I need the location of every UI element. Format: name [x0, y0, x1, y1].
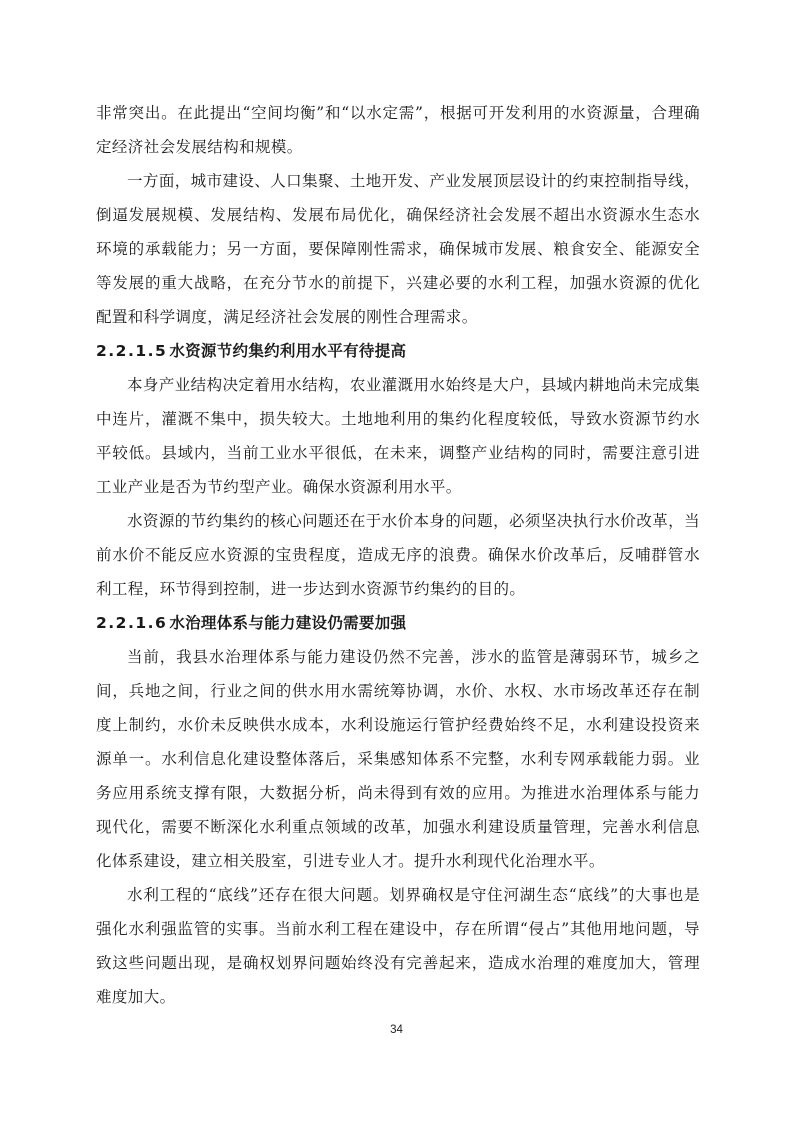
paragraph-bottom-line: 水利工程的“底线”还存在很大问题。划界确权是守住河湖生态“底线”的大事也是强化水利强监管的实事。当前水利工程在建设中，存在所谓“侵占”其他用地问题，导致这些问题出现，是确权划界问题始终没有完善起来，造成水治理的难度加大，管理难度加大。: [96, 886, 700, 1006]
section-number: 2.2.1.5: [96, 342, 168, 360]
paragraph-governance-system: 当前，我县水治理体系与能力建设仍然不完善，涉水的监管是薄弱环节，城乡之间，兵地之间，行业之间的供水用水需统筹协调，水价、水权、水市场改革还存在制度上制约，水价未反映供水成本，水利设施运行管护经费始终不足，水利建设投资来源单一。水利信息化建设整体落后，采集感知体系不完整，水利专网承载能力弱。业务应用系统支撑有限，大数据分析，尚未得到有效的应用。为推进水治理体系与能力现代化，需要不断深化水利重点领域的改革，加强水利建设质量管理，完善水利信息化体系建设，建立相关股室，引进专业人才。提升水利现代化治理水平。: [96, 648, 700, 870]
paragraph-continuation: 非常突出。在此提出“空间均衡”和“以水定需”，根据可开发利用的水资源量，合理确定经济社会发展结构和规模。: [96, 104, 700, 156]
page-number: 34: [390, 1024, 403, 1036]
section-title: 水治理体系与能力建设仍需要加强: [169, 614, 407, 632]
section-title: 水资源节约集约利用水平有待提高: [169, 342, 407, 360]
section-heading-2-2-1-6: [96, 606, 700, 640]
paragraph-industry-structure: 本身产业结构决定着用水结构，农业灌溉用水始终是大户，县域内耕地尚未完成集中连片，灌溉不集中，损失较大。土地地利用的集约化程度较低，导致水资源节约水平较低。县域内，当前工业水平很低，在未来，调整产业结构的同时，需要注意引进工业产业是否为节约型产业。确保水资源利用水平。: [96, 376, 700, 496]
document-body: [96, 96, 700, 1014]
section-heading-2-2-1-5: [96, 334, 700, 368]
section-number: 2.2.1.6: [96, 614, 168, 632]
paragraph-rigid-demand: 一方面，城市建设、人口集聚、土地开发、产业发展顶层设计的约束控制指导线，倒逼发展规模、发展结构、发展布局优化，确保经济社会发展不超出水资源水生态水环境的承载能力；另一方面，要保障刚性需求，确保城市发展、粮食安全、能源安全等发展的重大战略，在充分节水的前提下，兴建必要的水利工程，加强水资源的优化配置和科学调度，满足经济社会发展的刚性合理需求。: [96, 172, 700, 326]
paragraph-water-price: 水资源的节约集约的核心问题还在于水价本身的问题，必须坚决执行水价改革，当前水价不能反应水资源的宝贵程度，造成无序的浪费。确保水价改革后，反哺群管水利工程，环节得到控制，进一步达到水资源节约集约的目的。: [96, 512, 700, 598]
